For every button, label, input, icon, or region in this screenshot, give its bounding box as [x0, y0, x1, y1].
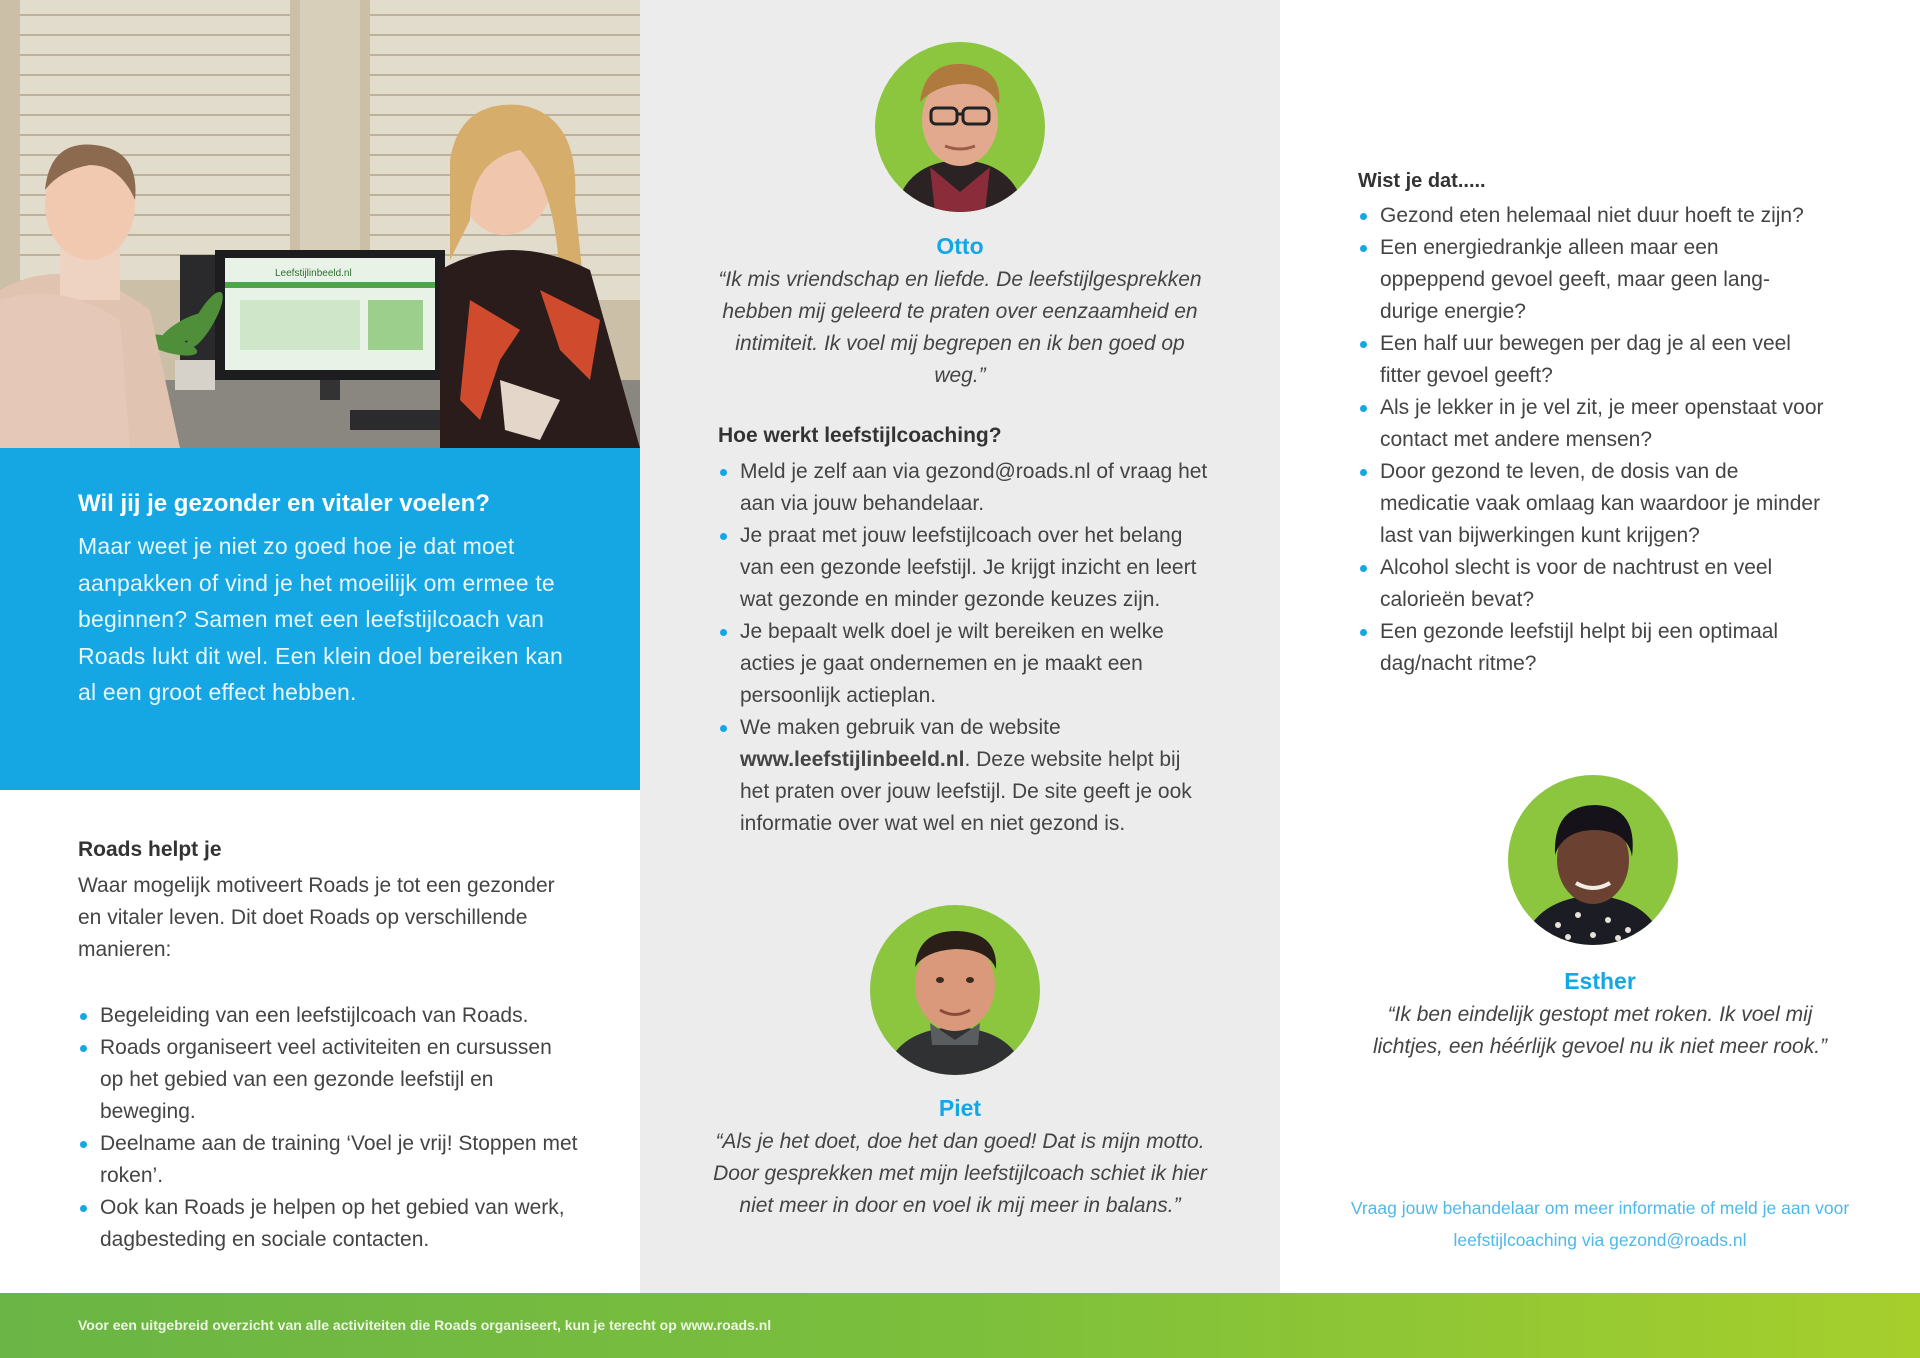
list-item-text: We maken gebruik van de website — [740, 716, 1061, 739]
middle-column — [640, 0, 1280, 1293]
piet-quote: “Als je het doet, doe het dan goed! Dat is mijn motto. Door gesprekken met mijn leefstijlcoach schiet ik hier niet meer in door en voel ik mij meer in balans.” — [713, 1130, 1207, 1217]
list-item: Begeleiding van een leefstijlcoach van Roads. — [78, 1000, 578, 1032]
intro-text: Maar weet je niet zo goed hoe je dat moet aanpakken of vind je het moeilijk om ermee te beginnen? Samen met een leefstijlcoach van Roads lukt dit wel. Een klein doel bereiken kan al een groot effect hebben. — [78, 533, 564, 705]
list-item: Als je lekker in je vel zit, je meer openstaat voor contact met andere mensen? — [1358, 392, 1828, 456]
esther-quote: “Ik ben eindelijk gestopt met roken. Ik voel mij lichtjes, een héérlijk gevoel nu ik niet meer rook.” — [1372, 1003, 1828, 1058]
roads-helpt-intro: Waar mogelijk motiveert Roads je tot een gezonder en vitaler leven. Dit doet Roads op verschillende manieren: — [78, 874, 555, 961]
list-item: Door gezond te leven, de dosis van de medicatie vaak omlaag kan waardoor je minder last van bijwerkingen kunt krijgen? — [1358, 456, 1828, 552]
how-it-works-list — [718, 456, 1208, 840]
list-item: Ook kan Roads je helpen op het gebied van werk, dagbesteding en sociale contacten. — [78, 1192, 578, 1256]
left-column — [0, 0, 640, 1293]
footer-text: Voor een uitgebreid overzicht van alle activiteiten die Roads organiseert, kun je terecht op www.roads.nl — [78, 1317, 772, 1333]
list-item-text: . Deze website helpt bij het praten over jouw leefstijl. De site geeft je ook informatie over wat wel en niet gezond is. — [740, 748, 1192, 835]
wist-je-dat-list — [1358, 200, 1828, 680]
esther-portrait — [1508, 775, 1678, 945]
roads-helpt-heading: Roads helpt je — [78, 838, 222, 861]
list-item: Alcohol slecht is voor de nachtrust en veel calorieën bevat? — [1358, 552, 1828, 616]
list-item: Je praat met jouw leefstijlcoach over het belang van een gezonde leefstijl. Je krijgt inzicht en leert wat gezonde en minder gezonde keuzes zijn. — [718, 520, 1208, 616]
right-column — [1280, 0, 1920, 1293]
roads-helpt-list — [78, 1000, 578, 1256]
otto-quote: “Ik mis vriendschap en liefde. De leefstijlgesprekken hebben mij geleerd te praten over eenzaamheid en intimiteit. Ik voel mij begrepen en ik ben goed op weg.” — [718, 268, 1202, 387]
contact-call-to-action: Vraag jouw behandelaar om meer informatie of meld je aan voor leefstijlcoaching via gezond@roads.nl — [1350, 1198, 1850, 1250]
how-it-works-heading: Hoe werkt leefstijlcoaching? — [718, 424, 1002, 447]
list-item: Roads organiseert veel activiteiten en cursussen op het gebied van een gezonde leefstijl en beweging. — [78, 1032, 578, 1128]
list-item: Een half uur bewegen per dag je al een veel fitter gevoel geeft? — [1358, 328, 1828, 392]
esther-name: Esther — [1564, 968, 1636, 994]
list-item: Meld je zelf aan via gezond@roads.nl of vraag het aan via jouw behandelaar. — [718, 456, 1208, 520]
monitor-site-text: Leefstijlinbeeld.nl — [275, 268, 352, 279]
list-item: Gezond eten helemaal niet duur hoeft te zijn? — [1358, 200, 1828, 232]
list-item: Deelname aan de training ‘Voel je vrij! Stoppen met roken’. — [78, 1128, 578, 1192]
otto-portrait — [875, 42, 1045, 212]
office-photo — [0, 0, 640, 448]
website-link[interactable]: www.leefstijlinbeeld.nl — [740, 748, 965, 771]
list-item: Een energiedrankje alleen maar een oppeppend gevoel geeft, maar geen lang-durige energie? — [1358, 232, 1828, 328]
wist-je-dat-heading: Wist je dat..... — [1358, 170, 1486, 192]
intro-title: Wil jij je gezonder en vitaler voelen? — [78, 490, 490, 517]
piet-portrait — [870, 905, 1040, 1075]
list-item: Je bepaalt welk doel je wilt bereiken en welke acties je gaat ondernemen en je maakt een persoonlijk actieplan. — [718, 616, 1208, 712]
list-item: Een gezonde leefstijl helpt bij een optimaal dag/nacht ritme? — [1358, 616, 1828, 680]
list-item — [718, 712, 1208, 840]
otto-name: Otto — [936, 233, 984, 259]
piet-name: Piet — [938, 1095, 982, 1121]
footer-bar — [0, 1293, 1920, 1358]
